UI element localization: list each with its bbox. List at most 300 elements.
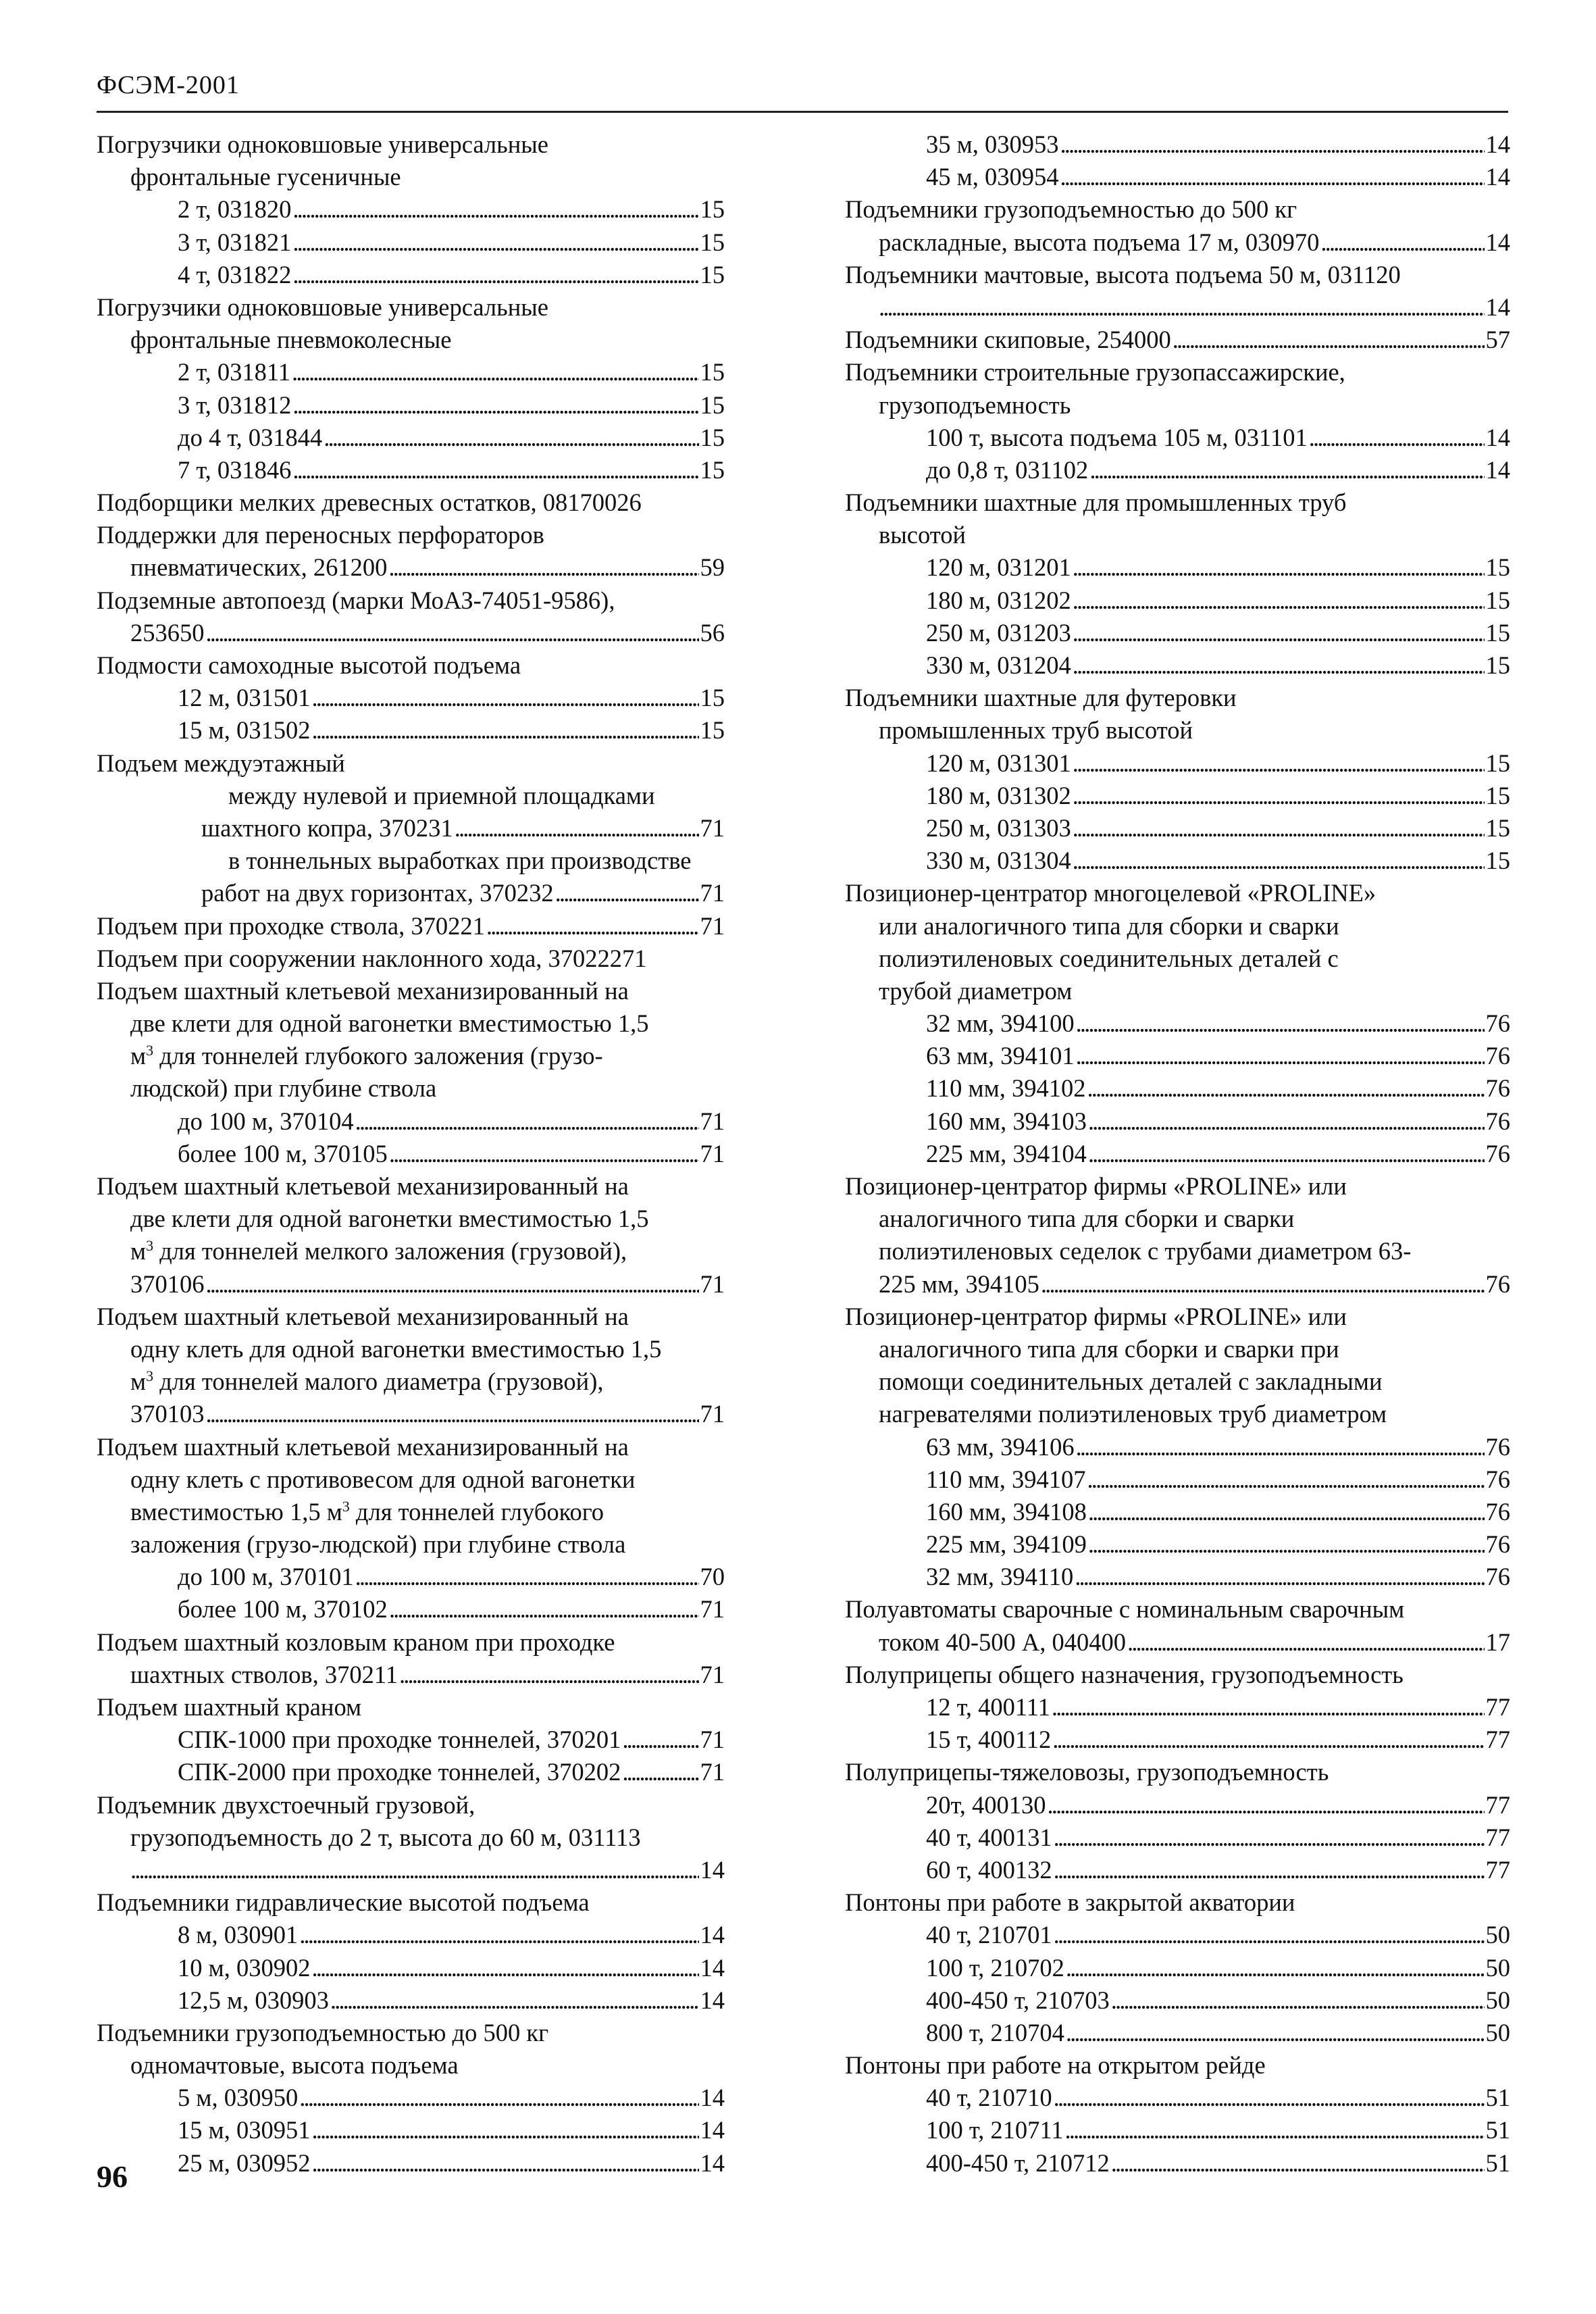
entry-text: 7 т, 031846: [178, 455, 292, 484]
index-entry: [97, 1528, 725, 1561]
index-entry: [97, 1235, 725, 1267]
entry-text: 250 м, 031203: [926, 618, 1071, 647]
entry-page-number: 70: [700, 1563, 725, 1591]
dot-leader: [1064, 2114, 1484, 2146]
entry-page-number: 15: [1485, 553, 1510, 582]
entry-text: одну клеть с противовесом для одной вагонетки: [130, 1465, 636, 1493]
entry-text: между нулевой и приемной площадками: [228, 781, 655, 809]
page-number: 96: [97, 2159, 128, 2194]
entry-page-number: 17: [1485, 1628, 1510, 1656]
entry-page-number: 50: [1485, 2018, 1510, 2046]
entry-text: заложения (грузо-людской) при глубине ствола: [130, 1530, 626, 1559]
index-entry: [845, 1138, 1510, 1170]
entry-page-number: 14: [700, 2148, 725, 2177]
entry-text: или аналогичного типа для сборки и сварки: [879, 911, 1339, 940]
entry-page-number: 15: [700, 260, 725, 288]
entry-page-number: 76: [1485, 1530, 1510, 1559]
entry-page-number: 15: [700, 423, 725, 451]
dot-leader: [622, 1756, 698, 1788]
entry-text: 2 т, 031811: [178, 358, 290, 386]
entry-text: 110 мм, 394107: [926, 1465, 1086, 1493]
index-entry: [845, 1072, 1510, 1105]
dot-leader: [299, 1919, 698, 1951]
entry-page-number: 14: [700, 2116, 725, 2144]
entry-page-number: 14: [1485, 455, 1510, 484]
dot-leader: [1088, 1496, 1485, 1528]
dot-leader: [1073, 812, 1485, 845]
dot-leader: [311, 2114, 698, 2146]
index-entry: [97, 780, 725, 812]
entry-page-number: 14: [700, 2084, 725, 2112]
entry-page-number: 15: [1485, 586, 1510, 614]
entry-text: 32 мм, 394110: [926, 1563, 1074, 1591]
index-entry: [97, 747, 725, 780]
entry-text: 2 т, 031820: [178, 195, 292, 224]
index-column-right: [845, 128, 1510, 2180]
index-entry: [97, 1919, 725, 1951]
entry-text: Позиционер-центратор фирмы «PROLINE» или: [845, 1172, 1347, 1200]
index-entry: [845, 1756, 1510, 1788]
entry-page-number: 15: [1485, 813, 1510, 842]
index-entry: [845, 1398, 1510, 1430]
dot-leader: [311, 2147, 698, 2180]
index-entry: [97, 389, 725, 422]
index-entry: [97, 551, 725, 584]
index-entry: [97, 1072, 725, 1105]
entry-text: 370103: [130, 1400, 205, 1428]
entry-page-number: 15: [700, 684, 725, 712]
dot-leader: [355, 1561, 699, 1593]
dot-leader: [1073, 617, 1485, 649]
index-entry: [97, 486, 725, 519]
index-entry: [845, 780, 1510, 812]
index-entry: [845, 975, 1510, 1007]
dot-leader: [1087, 1463, 1484, 1496]
entry-text: 35 м, 030953: [926, 130, 1059, 158]
entry-text: 160 мм, 394108: [926, 1497, 1087, 1526]
index-column-left: [97, 128, 725, 2180]
entry-text: 180 м, 031202: [926, 586, 1071, 614]
entry-text: 63 мм, 394106: [926, 1432, 1075, 1461]
entry-page-number: 71: [700, 1595, 725, 1624]
entry-text: одномачтовые, высота подъема: [130, 2051, 459, 2080]
entry-text: Подъем при проходке ствола, 370221: [97, 911, 485, 940]
index-entry: [97, 1756, 725, 1788]
entry-page-number: 59: [700, 553, 725, 582]
index-entry: [845, 1724, 1510, 1756]
entry-text: 400-450 т, 210703: [926, 1986, 1110, 2014]
entry-page-number: 15: [1485, 847, 1510, 875]
dot-leader: [1088, 1138, 1485, 1170]
dot-leader: [1127, 1626, 1484, 1659]
dot-leader: [1052, 1724, 1484, 1756]
entry-text: Позиционер-центратор фирмы «PROLINE» или: [845, 1302, 1347, 1330]
index-entry: [97, 193, 725, 226]
entry-text: 40 т, 210701: [926, 1921, 1052, 1949]
entry-page-number: 76: [1485, 1107, 1510, 1135]
index-entry: [97, 845, 725, 877]
dot-leader: [1111, 1984, 1485, 2017]
index-entry: [97, 1854, 725, 1886]
entry-text: помощи соединительных деталей с закладными: [879, 1367, 1383, 1396]
entry-text: 370106: [130, 1269, 205, 1298]
entry-text: Подъем шахтный клетьевой механизированный на: [97, 976, 629, 1005]
entry-text: Подъем шахтный краном: [97, 1693, 362, 1721]
entry-page-number: 77: [1485, 1855, 1510, 1884]
entry-text: $м^3$ для тоннелей малого диаметра (грузовой),: [130, 1367, 604, 1396]
index-entry: [845, 1821, 1510, 1854]
entry-page-number: 14: [1485, 130, 1510, 158]
entry-text: фронтальные гусеничные: [130, 163, 401, 191]
entry-page-number: 71: [700, 1107, 725, 1135]
index-entry: [97, 584, 725, 617]
entry-text: Подмости самоходные высотой подъема: [97, 651, 521, 679]
entry-text: 40 т, 400131: [926, 1823, 1052, 1851]
index-entry: [845, 1952, 1510, 1984]
entry-page-number: 77: [1485, 1823, 1510, 1851]
entry-text: 20т, 400130: [926, 1790, 1046, 1819]
dot-leader: [1076, 1007, 1485, 1040]
dot-leader: [622, 1724, 698, 1756]
index-entry: [845, 259, 1510, 291]
dot-leader: [206, 617, 699, 649]
entry-text: 15 т, 400112: [926, 1726, 1052, 1754]
entry-page-number: 14: [700, 1855, 725, 1884]
entry-text: Подъемники грузоподъемностью до 500 кг: [97, 2018, 549, 2046]
index-entry: [97, 1463, 725, 1496]
entry-page-number: 50: [1485, 1953, 1510, 1982]
entry-page-number: 71: [700, 1660, 725, 1688]
entry-text: 250 м, 031303: [926, 813, 1071, 842]
dot-leader: [879, 291, 1485, 324]
index-entry: [845, 1007, 1510, 1040]
entry-text: Позиционер-центратор многоцелевой «PROLINE»: [845, 879, 1376, 907]
index-entry: [97, 1007, 725, 1040]
dot-leader: [1088, 1105, 1485, 1138]
entry-page-number: 51: [1485, 2148, 1510, 2177]
index-entry: [845, 2082, 1510, 2114]
entry-text: вместимостью 1,5 $м^3$ для тоннелей глубокого: [130, 1497, 604, 1526]
index-entry: [845, 1365, 1510, 1398]
index-entry: [97, 2147, 725, 2180]
dot-leader: [292, 454, 698, 486]
entry-text: Подземные автопоезд (марки МоАЗ-74051-9586),: [97, 586, 615, 614]
entry-page-number: 14: [1485, 163, 1510, 191]
index-entry: [845, 193, 1510, 226]
dot-leader: [1066, 1952, 1485, 1984]
index-entry: [97, 1593, 725, 1626]
index-entry: [97, 1365, 725, 1398]
entry-text: Подъемники мачтовые, высота подъема 50 м, 031120: [845, 260, 1401, 288]
index-entry: [97, 324, 725, 356]
entry-text: Подъемники скиповые, 254000: [845, 326, 1171, 354]
index-entry: [97, 1431, 725, 1463]
dot-leader: [292, 226, 698, 259]
entry-text: Погрузчики одноковшовые универсальные: [97, 293, 548, 321]
index-entry: [845, 1528, 1510, 1561]
entry-text: грузоподъемность до 2 т, высота до 60 м, 031113: [130, 1823, 641, 1851]
entry-text: током 40-500 А, 040400: [879, 1628, 1127, 1656]
entry-text: $м^3$ для тоннелей мелкого заложения (грузовой),: [130, 1237, 627, 1265]
entry-page-number: 71: [700, 813, 725, 842]
index-entry: [97, 1821, 725, 1854]
entry-text: людской) при глубине ствола: [130, 1074, 437, 1103]
entry-text: 160 мм, 394103: [926, 1107, 1087, 1135]
index-entry: [845, 1268, 1510, 1301]
dot-leader: [1054, 1821, 1485, 1854]
entry-text: СПК-2000 при проходке тоннелей, 370202: [178, 1758, 621, 1786]
index-entry: [845, 1105, 1510, 1138]
entry-page-number: 14: [1485, 423, 1510, 451]
index-entry: [845, 128, 1510, 161]
index-entry: [845, 1301, 1510, 1333]
entry-text: 8 м, 030901: [178, 1921, 299, 1949]
entry-text: Подъем междуэтажный: [97, 749, 345, 777]
index-entry: [97, 1691, 725, 1724]
entry-page-number: 15: [1485, 618, 1510, 647]
dot-leader: [1052, 1691, 1485, 1724]
dot-leader: [1076, 1431, 1485, 1463]
index-entry: [97, 454, 725, 486]
index-entry: [97, 2017, 725, 2049]
entry-text: Подъемники шахтные для футеровки: [845, 684, 1237, 712]
entry-page-number: 77: [1485, 1693, 1510, 1721]
entry-text: 63 мм, 394101: [926, 1042, 1075, 1070]
entry-text: 15 м, 031502: [178, 716, 311, 745]
entry-text: Подъем при сооружении наклонного хода, 37022271: [97, 944, 647, 972]
index-entry: [845, 1561, 1510, 1593]
index-entry: [845, 2147, 1510, 2180]
dot-leader: [1087, 1072, 1484, 1105]
index-entry: [845, 2049, 1510, 2082]
index-entry: [845, 324, 1510, 356]
entry-text: Полуприцепы-тяжеловозы, грузоподъемность: [845, 1758, 1329, 1786]
entry-text: две клети для одной вагонетки вместимостью 1,5: [130, 1205, 649, 1233]
entry-text: 15 м, 030951: [178, 2116, 311, 2144]
entry-text: полиэтиленовых соединительных деталей с: [879, 944, 1339, 972]
index-entry: [845, 519, 1510, 551]
dot-leader: [1088, 1528, 1485, 1561]
dot-leader: [206, 1268, 699, 1301]
entry-text: полиэтиленовых седелок с трубами диаметром 63-: [879, 1237, 1412, 1265]
index-entry: [845, 1431, 1510, 1463]
index-entry: [845, 551, 1510, 584]
dot-leader: [1060, 161, 1484, 193]
entry-text: 12 т, 400111: [926, 1693, 1050, 1721]
entry-text: Подъемники грузоподъемностью до 500 кг: [845, 195, 1297, 224]
dot-leader: [292, 356, 699, 388]
dot-leader: [1054, 2082, 1485, 2114]
index-entry: [845, 1626, 1510, 1659]
entry-page-number: 77: [1485, 1790, 1510, 1819]
dot-leader: [1066, 2017, 1485, 2049]
index-entry: [97, 1659, 725, 1691]
index-entry: [97, 1203, 725, 1235]
entry-text: 4 т, 031822: [178, 260, 292, 288]
entry-page-number: 71: [700, 911, 725, 940]
entry-text: 400-450 т, 210712: [926, 2148, 1110, 2177]
entry-text: нагревателями полиэтиленовых труб диаметром: [879, 1400, 1387, 1428]
index-entry: [845, 1789, 1510, 1821]
dot-leader: [389, 1593, 699, 1626]
index-entry: [845, 877, 1510, 909]
index-entry: [845, 422, 1510, 454]
entry-page-number: 76: [1485, 1465, 1510, 1493]
index-entry: [845, 291, 1510, 324]
dot-leader: [399, 1659, 698, 1691]
dot-leader: [1060, 128, 1484, 161]
index-entry: [97, 1789, 725, 1821]
dot-leader: [1041, 1268, 1485, 1301]
dot-leader: [324, 422, 698, 454]
entry-text: Подъемники строительные грузопассажирские,: [845, 358, 1345, 386]
index-entry: [97, 128, 725, 161]
entry-text: Полуприцепы общего назначения, грузоподъемность: [845, 1660, 1404, 1688]
dot-leader: [1073, 780, 1485, 812]
dot-leader: [292, 389, 698, 422]
index-entry: [845, 1659, 1510, 1691]
entry-page-number: 71: [700, 879, 725, 907]
dot-leader: [1309, 422, 1485, 454]
entry-text: 32 мм, 394100: [926, 1009, 1075, 1038]
dot-leader: [1054, 1919, 1485, 1951]
dot-leader: [206, 1398, 699, 1430]
entry-text: 5 м, 030950: [178, 2084, 299, 2112]
index-entry: [97, 161, 725, 193]
entry-text: более 100 м, 370105: [178, 1139, 388, 1167]
entry-text: 12 м, 031501: [178, 684, 311, 712]
index-entry: [845, 617, 1510, 649]
entry-page-number: 71: [700, 1726, 725, 1754]
entry-text: 180 м, 031302: [926, 781, 1071, 809]
entry-text: Подъемники гидравлические высотой подъема: [97, 1888, 590, 1917]
dot-leader: [388, 551, 698, 584]
dot-leader: [1073, 584, 1485, 617]
entry-page-number: 76: [1485, 1269, 1510, 1298]
entry-text: 100 т, высота подъема 105 м, 031101: [926, 423, 1308, 451]
entry-text: 3 т, 031812: [178, 391, 292, 419]
index-entry: [97, 226, 725, 259]
entry-text: Подъем шахтный клетьевой механизированный на: [97, 1172, 629, 1200]
dot-leader: [311, 682, 698, 714]
index-entry: [845, 1984, 1510, 2017]
index-entry: [845, 1691, 1510, 1724]
entry-text: 253650: [130, 618, 205, 647]
entry-text: 330 м, 031304: [926, 847, 1071, 875]
dot-leader: [1054, 1854, 1485, 1886]
index-entry: [97, 1301, 725, 1333]
entry-text: одну клеть для одной вагонетки вместимостью 1,5: [130, 1334, 662, 1363]
entry-text: 100 т, 210711: [926, 2116, 1064, 2144]
entry-text: 225 мм, 394104: [926, 1139, 1087, 1167]
entry-text: Полуавтоматы сварочные с номинальным сварочным: [845, 1595, 1405, 1624]
index-entry: [845, 649, 1510, 682]
index-entry: [845, 226, 1510, 259]
index-entry: [97, 1398, 725, 1430]
entry-text: 110 мм, 394102: [926, 1074, 1086, 1103]
index-entry: [845, 161, 1510, 193]
entry-page-number: 15: [700, 716, 725, 745]
index-entry: [845, 682, 1510, 714]
index-entry: [845, 942, 1510, 975]
index-entry: [97, 1268, 725, 1301]
index-entry: [845, 2114, 1510, 2146]
entry-page-number: 14: [700, 1953, 725, 1982]
entry-text: до 100 м, 370104: [178, 1107, 354, 1135]
dot-leader: [1076, 1040, 1485, 1072]
entry-text: раскладные, высота подъема 17 м, 030970: [879, 228, 1320, 256]
entry-text: пневматических, 261200: [130, 553, 388, 582]
entry-text: две клети для одной вагонетки вместимостью 1,5: [130, 1009, 649, 1038]
entry-page-number: 71: [700, 1139, 725, 1167]
entry-page-number: 76: [1485, 1009, 1510, 1038]
entry-page-number: 15: [700, 195, 725, 224]
entry-page-number: 14: [1485, 293, 1510, 321]
index-entry: [97, 356, 725, 388]
dot-leader: [1073, 551, 1485, 584]
index-entry: [845, 2017, 1510, 2049]
index-entry: [97, 2082, 725, 2114]
index-entry: [97, 259, 725, 291]
dot-leader: [292, 259, 698, 291]
entry-text: Подъем шахтный клетьевой механизированный на: [97, 1302, 629, 1330]
index-entry: [845, 356, 1510, 388]
index-entry: [845, 1919, 1510, 1951]
entry-text: 10 м, 030902: [178, 1953, 311, 1982]
dot-leader: [1073, 649, 1485, 682]
entry-text: аналогичного типа для сборки и сварки при: [879, 1334, 1339, 1363]
entry-text: аналогичного типа для сборки и сварки: [879, 1205, 1295, 1233]
entry-text: $м^3$ для тоннелей глубокого заложения (грузо-: [130, 1042, 603, 1070]
index-entry: [845, 584, 1510, 617]
entry-page-number: 71: [700, 1758, 725, 1786]
index-entry: [845, 812, 1510, 845]
index-entry: [845, 1463, 1510, 1496]
index-entry: [97, 1561, 725, 1593]
index-entry: [845, 1886, 1510, 1919]
index-entry: [845, 486, 1510, 519]
entry-text: Погрузчики одноковшовые универсальные: [97, 130, 548, 158]
entry-text: шахтных стволов, 370211: [130, 1660, 398, 1688]
index-entry: [97, 1170, 725, 1203]
index-entry: [97, 2114, 725, 2146]
entry-text: Подъем шахтный клетьевой механизированный на: [97, 1432, 629, 1461]
entry-page-number: 76: [1485, 1563, 1510, 1591]
entry-page-number: 15: [1485, 749, 1510, 777]
running-header: ФСЭМ-2001: [97, 71, 240, 99]
dot-leader: [292, 193, 698, 226]
dot-leader: [1075, 1561, 1484, 1593]
entry-text: Подборщики мелких древесных остатков, 08170026: [97, 488, 642, 517]
index-entry: [845, 1333, 1510, 1365]
entry-page-number: 76: [1485, 1139, 1510, 1167]
index-entry: [845, 747, 1510, 780]
entry-page-number: 50: [1485, 1986, 1510, 2014]
dot-leader: [1173, 324, 1485, 356]
index-entry: [97, 649, 725, 682]
index-entry: [845, 845, 1510, 877]
index-entry: [845, 1040, 1510, 1072]
index-entry: [97, 877, 725, 909]
entry-text: 12,5 м, 030903: [178, 1986, 329, 2014]
entry-text: до 0,8 т, 031102: [926, 455, 1089, 484]
entry-page-number: 76: [1485, 1497, 1510, 1526]
entry-page-number: 76: [1485, 1432, 1510, 1461]
index-entry: [845, 1854, 1510, 1886]
entry-page-number: 15: [700, 228, 725, 256]
entry-text: 225 мм, 394105: [879, 1269, 1039, 1298]
header-rule: [97, 111, 1508, 113]
